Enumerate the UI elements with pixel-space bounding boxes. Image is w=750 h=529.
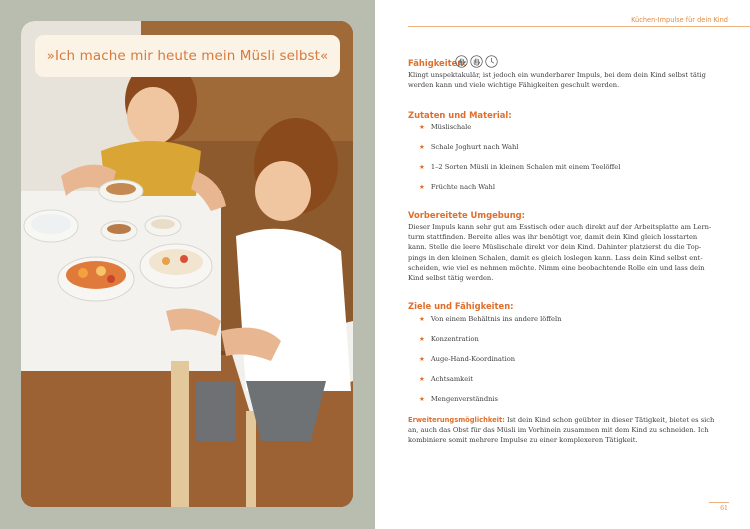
erweiterung-text: Erweiterungsmöglichkeit: Ist dein Kind schon geübter in dieser Tätigkeit, bietet es sich an, auch das Obst für das Müsli im Vorhinein zusammen mit dem Kind zu schneiden. Ich kombiniere somit mehrere Impulse zu einer komplexeren Tätigkeit.: [408, 416, 715, 445]
list-item: ★ Achtsamkeit: [419, 375, 473, 383]
star-icon: ★: [419, 123, 425, 131]
heading-ziele: Ziele und Fähigkeiten:: [408, 301, 514, 311]
header-rule: [408, 26, 750, 27]
hand-icon: [470, 55, 483, 68]
star-icon: ★: [419, 375, 425, 383]
list-item: ★ Früchte nach Wahl: [419, 183, 495, 191]
clock-icon: [485, 55, 498, 68]
hand-icon: [455, 55, 468, 68]
right-page: [375, 0, 750, 529]
photo-children-making-muesli: [21, 21, 353, 507]
star-icon: ★: [419, 183, 425, 191]
star-icon: ★: [419, 143, 425, 151]
star-icon: ★: [419, 163, 425, 171]
skill-icons: [455, 55, 498, 68]
umgebung-text: Dieser Impuls kann sehr gut am Esstisch oder auch direkt auf der Arbeitsplatte am Lern- turm stattfinden. Bereite alles was ihr benötigt vor, damit dein Kind gleich losstarten kann. Stelle die leere Müslischale direkt vor dein Kind. Dahinter platzierst du die Top- pings in den kleinen Schalen, damit es gleich loslegen kann. Lass dein Kind selbst ent- scheiden, wie viel es nehmen möchte. Nimm eine beobachtende Rolle ein und lass dein Kind selbst tätig werden.: [408, 223, 712, 283]
list-item: ★ Mengenverständnis: [419, 395, 498, 403]
page-title: »Ich mache mir heute mein Müsli selbst«: [46, 48, 329, 64]
list-item: ★ Konzentration: [419, 335, 479, 343]
list-item: ★ Von einem Behältnis ins andere löffeln: [419, 315, 562, 323]
star-icon: ★: [419, 355, 425, 363]
star-icon: ★: [419, 315, 425, 323]
erweiterung-label: Erweiterungsmöglichkeit:: [408, 416, 505, 424]
list-item: ★ Müslischale: [419, 123, 472, 131]
title-box: [35, 35, 340, 77]
list-item: ★ Auge-Hand-Koordination: [419, 355, 516, 363]
list-item: ★ 1–2 Sorten Müsli in kleinen Schalen mit einem Teelöffel: [419, 163, 621, 171]
star-icon: ★: [419, 395, 425, 403]
heading-faehigkeiten: Fähigkeiten:: [408, 58, 467, 68]
list-item: ★ Schale Joghurt nach Wahl: [419, 143, 519, 151]
faehigkeiten-text: Klingt unspektakulär, ist jedoch ein wunderbarer Impuls, bei dem dein Kind selbst tätig werden kann und viele wichtige Fähigkeiten geschult werden.: [408, 71, 706, 90]
photo-illustration: [21, 21, 353, 507]
heading-umgebung: Vorbereitete Umgebung:: [408, 210, 526, 220]
page-number: 61: [720, 505, 728, 512]
running-head: Küchen-Impulse für dein Kind: [631, 16, 728, 24]
heading-zutaten: Zutaten und Material:: [408, 110, 512, 120]
star-icon: ★: [419, 335, 425, 343]
